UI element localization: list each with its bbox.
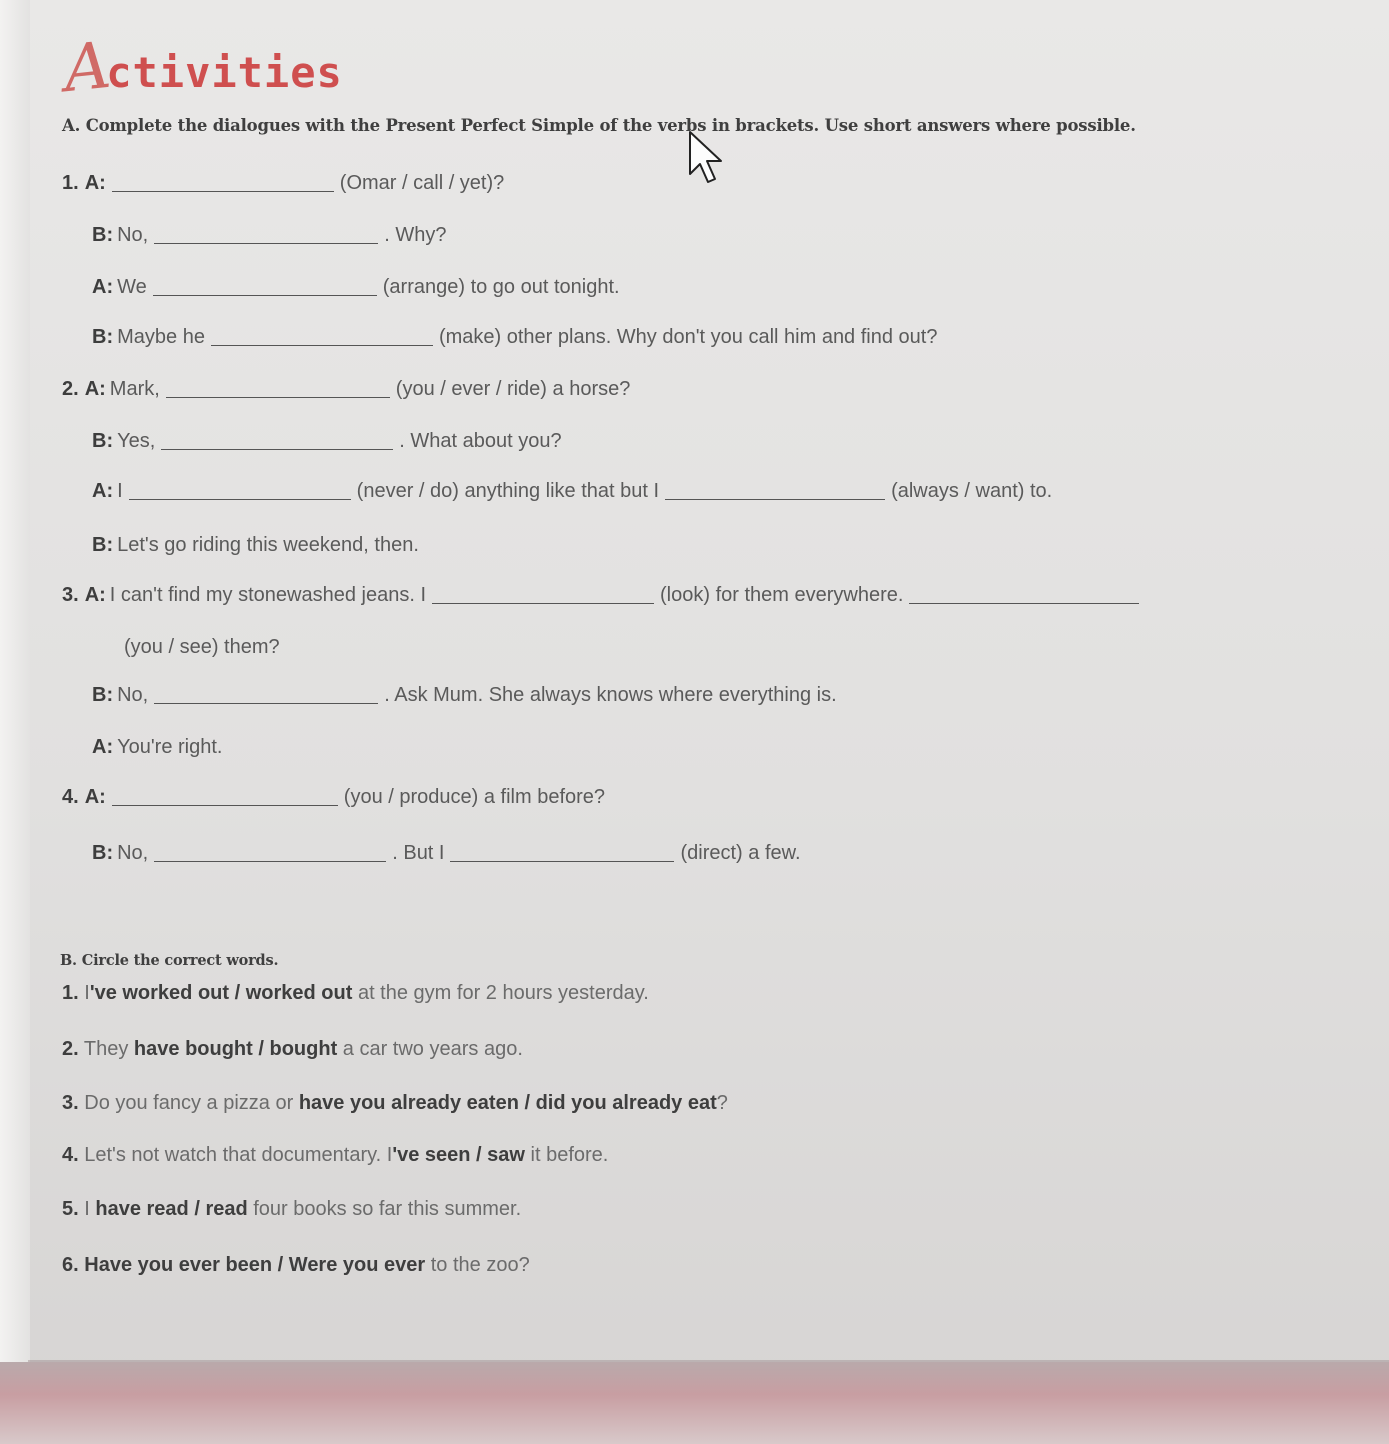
dialogue-line — [92, 534, 419, 556]
sentence-text: it before. — [524, 1144, 609, 1166]
dialogue-line — [62, 584, 1145, 606]
page-title-initial: A — [60, 28, 114, 108]
book-cover-edge — [0, 1362, 1389, 1444]
prompt-text: Yes, — [117, 430, 156, 452]
prompt-text: (you / produce) a film before? — [343, 786, 606, 808]
sentence-text: Let's not watch that documentary. I — [84, 1144, 393, 1166]
prompt-text: (look) for them everywhere. — [660, 584, 904, 606]
item-number: 4. — [62, 786, 79, 808]
answer-blank[interactable] — [129, 483, 351, 500]
prompt-text: (never / do) anything like that but I — [356, 480, 660, 502]
answer-option[interactable]: saw — [487, 1144, 525, 1166]
item-number: 2. — [62, 1038, 79, 1060]
page-left-edge — [0, 0, 30, 1444]
answer-option[interactable]: have read — [95, 1198, 189, 1220]
page-title — [60, 28, 343, 108]
item-number: 1. — [62, 982, 79, 1004]
speaker-label: B: — [92, 326, 114, 348]
dialogue-line — [92, 736, 222, 758]
answer-blank[interactable] — [166, 381, 390, 398]
prompt-text: . But I — [392, 842, 445, 864]
answer-option[interactable]: 've worked out — [89, 982, 230, 1004]
answer-blank[interactable] — [112, 175, 334, 192]
sentence-text: four books so far this summer. — [247, 1198, 522, 1220]
prompt-text: Let's go riding this weekend, then. — [117, 534, 419, 556]
answer-blank[interactable] — [211, 329, 433, 346]
answer-blank[interactable] — [161, 433, 393, 450]
answer-blank[interactable] — [112, 789, 338, 806]
prompt-text: Mark, — [109, 378, 160, 400]
answer-option[interactable]: have you already eaten — [298, 1092, 519, 1114]
prompt-text: I — [117, 480, 123, 502]
speaker-label: A: — [84, 584, 106, 606]
speaker-label: A: — [92, 480, 114, 502]
answer-blank[interactable] — [154, 845, 386, 862]
answer-blank[interactable] — [154, 687, 378, 704]
answer-blank[interactable] — [432, 587, 654, 604]
item-number: 4. — [62, 1144, 79, 1166]
item-number: 1. — [62, 172, 79, 194]
answer-option[interactable]: read — [205, 1198, 248, 1220]
option-separator: / — [272, 1254, 289, 1276]
prompt-text: (direct) a few. — [680, 842, 801, 864]
sentence-text: to the zoo? — [425, 1254, 530, 1276]
prompt-text: . What about you? — [399, 430, 562, 452]
prompt-text: We — [117, 276, 147, 298]
option-separator: / — [188, 1198, 206, 1220]
item-number: 3. — [62, 1092, 79, 1114]
exercise-sentence — [62, 1038, 523, 1060]
answer-blank[interactable] — [665, 483, 885, 500]
prompt-text: No, — [117, 224, 149, 246]
prompt-text: I can't find my stonewashed jeans. I — [109, 584, 427, 606]
answer-option[interactable]: worked out — [245, 982, 353, 1004]
sentence-text: I — [84, 982, 90, 1004]
speaker-label: B: — [92, 534, 114, 556]
item-number: 6. — [62, 1254, 79, 1276]
speaker-label: B: — [92, 224, 114, 246]
exercise-sentence — [62, 982, 649, 1004]
sentence-text: They — [83, 1038, 134, 1060]
prompt-text: No, — [117, 842, 149, 864]
section-a-instruction: A. Complete the dialogues with the Present Perfect Simple of the verbs in brackets. Use short answers where possible. — [62, 116, 1136, 135]
sentence-text: at the gym for 2 hours yesterday. — [352, 982, 649, 1004]
dialogue-line — [92, 480, 1052, 502]
option-separator: / — [470, 1144, 488, 1166]
prompt-text: . Why? — [384, 224, 447, 246]
dialogue-line — [92, 224, 446, 246]
option-separator: / — [518, 1092, 536, 1114]
speaker-label: B: — [92, 842, 114, 864]
item-number: 2. — [62, 378, 79, 400]
prompt-text: (Omar / call / yet)? — [339, 172, 505, 194]
prompt-text: (you / see) them? — [124, 636, 280, 658]
dialogue-line — [62, 172, 504, 194]
answer-blank[interactable] — [450, 845, 674, 862]
answer-option[interactable]: Have you ever been — [84, 1254, 273, 1276]
prompt-text: Maybe he — [117, 326, 205, 348]
answer-option[interactable]: Were you ever — [288, 1254, 426, 1276]
page-title-rest: ctivities — [106, 48, 343, 97]
answer-blank[interactable] — [909, 587, 1139, 604]
speaker-label: A: — [84, 378, 106, 400]
mouse-pointer-icon — [686, 130, 732, 188]
answer-blank[interactable] — [154, 227, 378, 244]
prompt-text: (arrange) to go out tonight. — [382, 276, 620, 298]
prompt-text: (you / ever / ride) a horse? — [395, 378, 631, 400]
exercise-sentence — [62, 1092, 728, 1114]
item-number: 5. — [62, 1198, 79, 1220]
sentence-text: I — [84, 1198, 96, 1220]
sentence-text: Do you fancy a pizza or — [84, 1092, 299, 1114]
speaker-label: A: — [84, 172, 106, 194]
speaker-label: B: — [92, 684, 114, 706]
answer-blank[interactable] — [153, 279, 377, 296]
prompt-text: (make) other plans. Why don't you call him and find out? — [438, 326, 938, 348]
exercise-sentence — [62, 1144, 608, 1166]
answer-option[interactable]: did you already eat — [535, 1092, 717, 1114]
speaker-label: B: — [92, 430, 114, 452]
answer-option[interactable]: bought — [269, 1038, 338, 1060]
answer-option[interactable]: have bought — [133, 1038, 253, 1060]
dialogue-line — [92, 430, 562, 452]
dialogue-line — [124, 636, 280, 658]
sentence-text: ? — [716, 1092, 728, 1114]
section-b-instruction: B. Circle the correct words. — [60, 952, 279, 969]
dialogue-line — [92, 326, 937, 348]
dialogue-line — [92, 842, 801, 864]
sentence-text: a car two years ago. — [337, 1038, 523, 1060]
speaker-label: A: — [84, 786, 106, 808]
exercise-sentence — [62, 1198, 521, 1220]
exercise-sentence — [62, 1254, 530, 1276]
prompt-text: No, — [117, 684, 149, 706]
item-number: 3. — [62, 584, 79, 606]
dialogue-line — [92, 684, 837, 706]
speaker-label: A: — [92, 736, 114, 758]
speaker-label: A: — [92, 276, 114, 298]
prompt-text: (always / want) to. — [891, 480, 1053, 502]
option-separator: / — [252, 1038, 270, 1060]
dialogue-line — [92, 276, 620, 298]
prompt-text: You're right. — [117, 736, 223, 758]
answer-option[interactable]: 've seen — [392, 1144, 471, 1166]
prompt-text: . Ask Mum. She always knows where everything is. — [384, 684, 837, 706]
option-separator: / — [229, 982, 246, 1004]
dialogue-line — [62, 378, 630, 400]
dialogue-line — [62, 786, 605, 808]
